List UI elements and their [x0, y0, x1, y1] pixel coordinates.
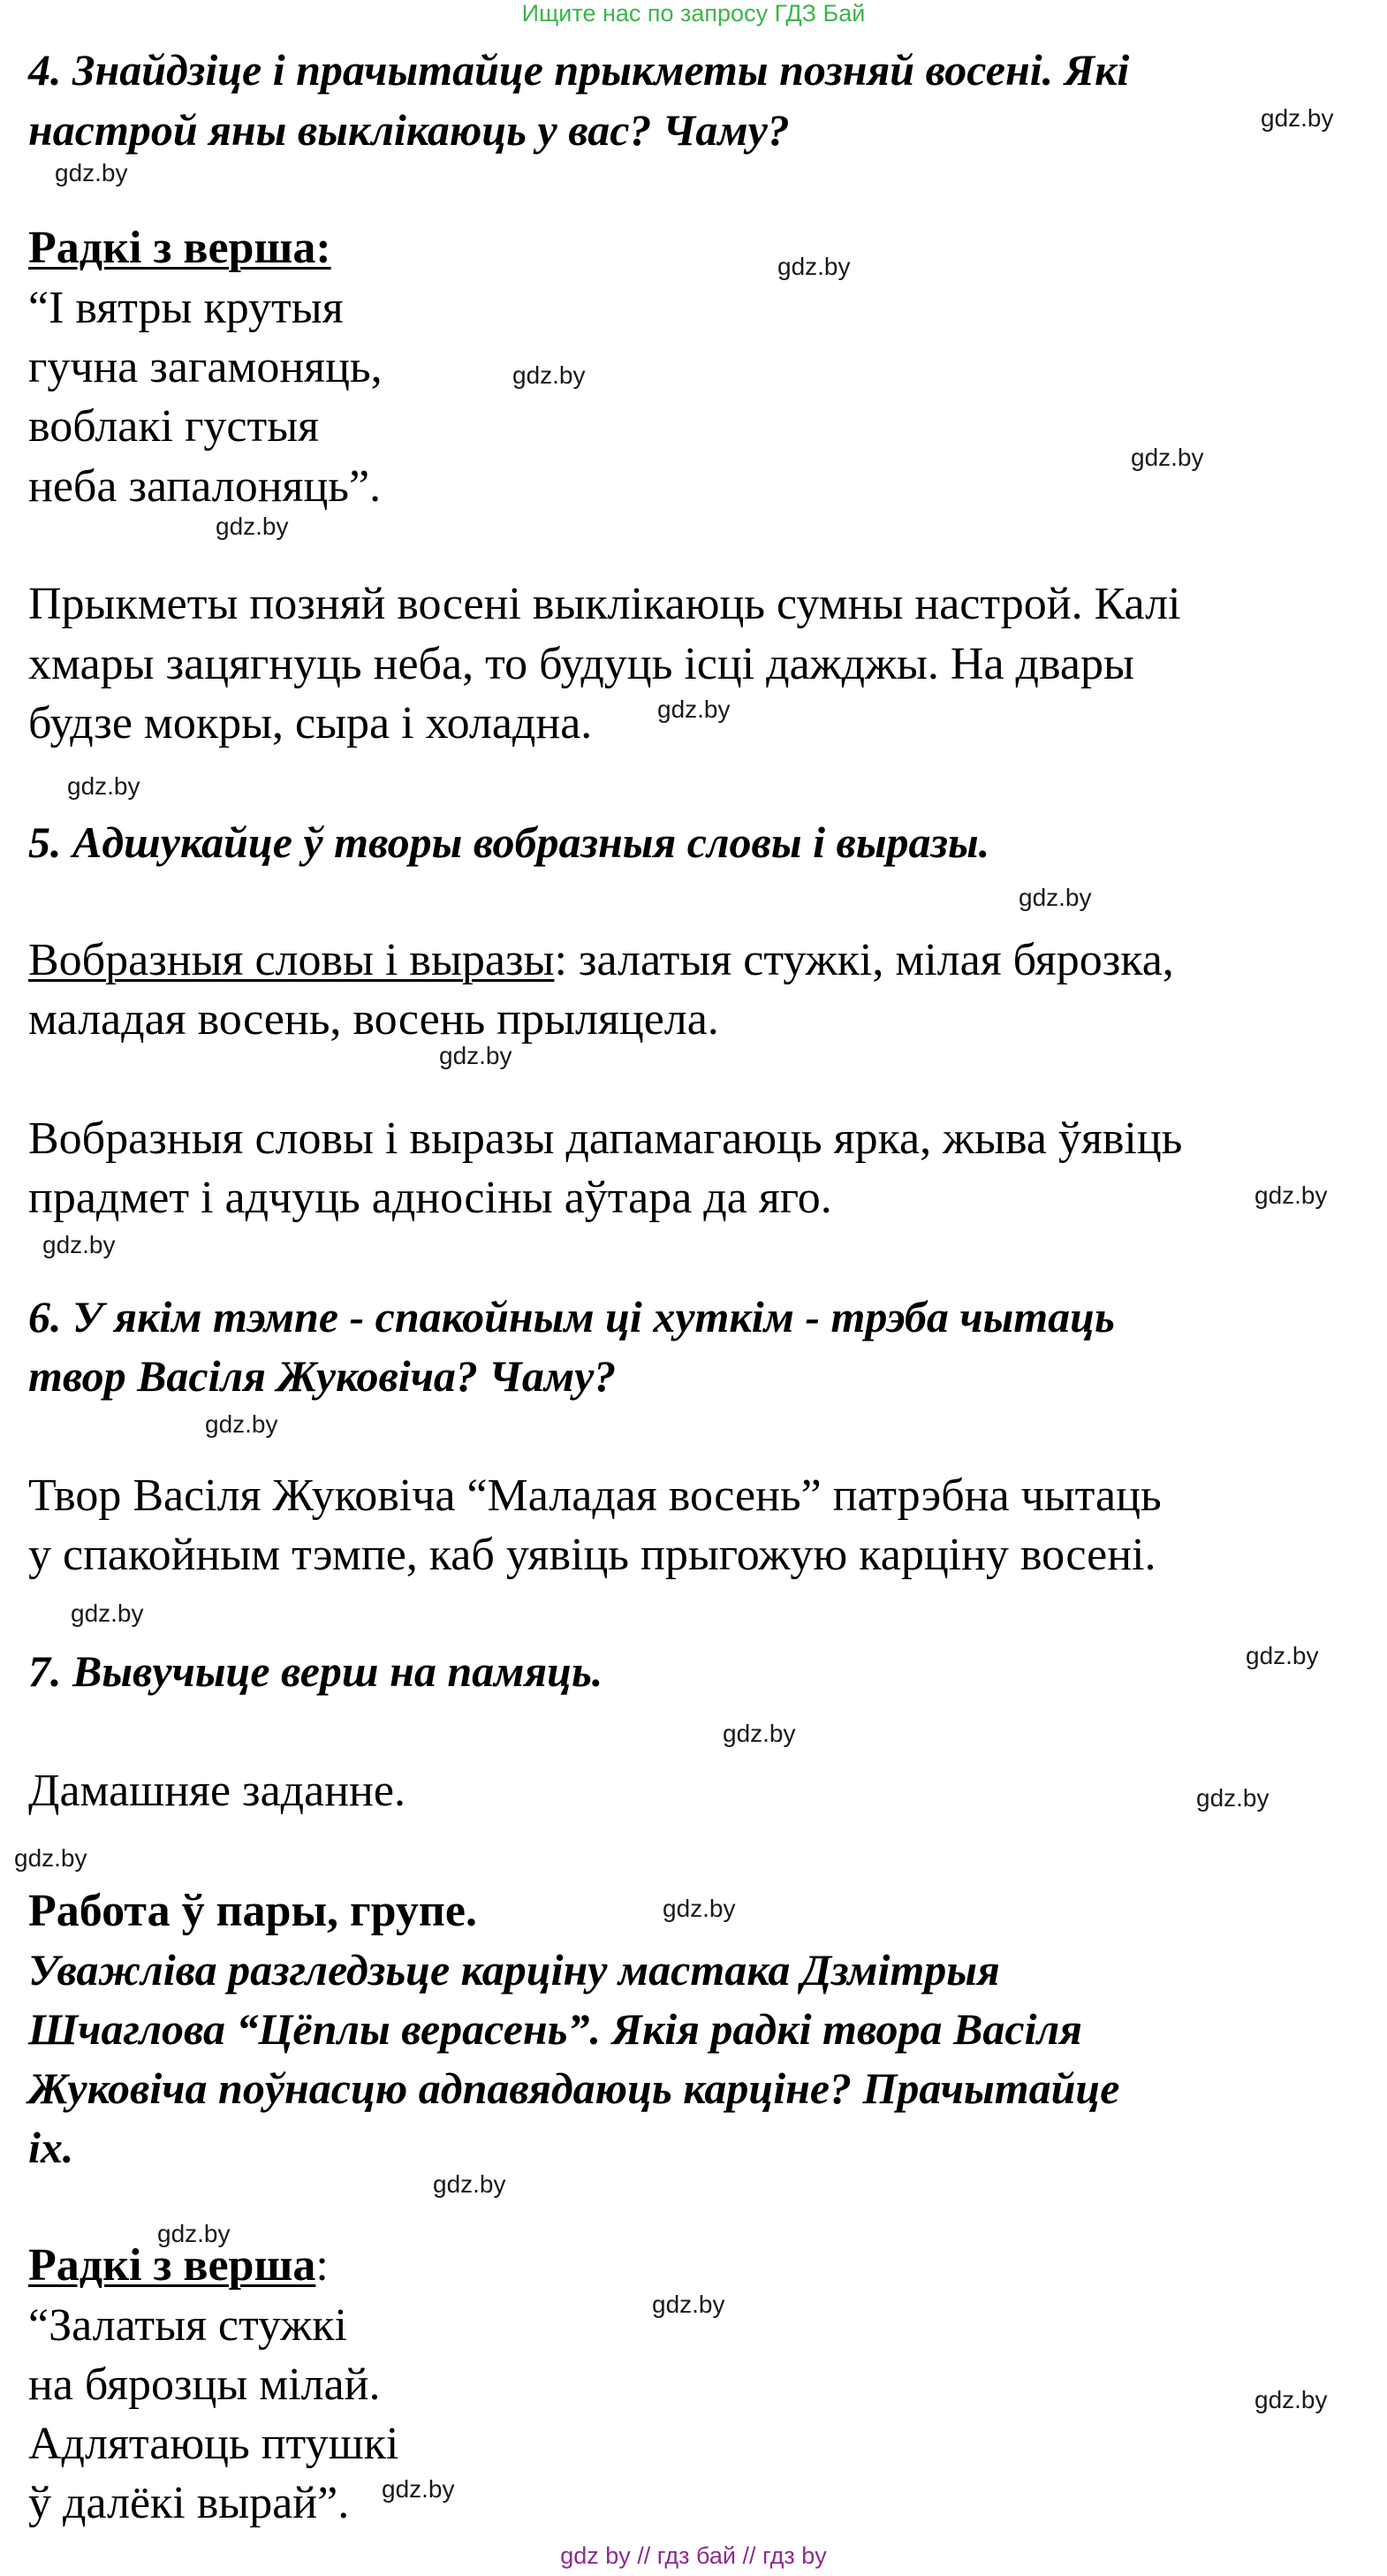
watermark: gdz.by — [1254, 2386, 1328, 2413]
pair-work-verse-line: Адлятаюць птушкі — [28, 2419, 399, 2469]
bottom-banner: gdz by // гдз бай // гдз by — [560, 2542, 827, 2569]
watermark: gdz.by — [657, 695, 731, 723]
watermark: gdz.by — [1019, 884, 1092, 911]
watermark: gdz.by — [723, 1720, 796, 1747]
pair-work-verse-line: ў далёкі вырай”. — [28, 2478, 350, 2528]
task5-explain-line: прадмет і адчуць адносіны аўтара да яго. — [28, 1173, 832, 1223]
task5-answer-line2: маладая восень, восень прыляцела. — [28, 994, 719, 1045]
task6-title-line2: твор Васіля Жуковіча? Чаму? — [28, 1351, 617, 1401]
pair-work-verse-heading: Радкі з верша — [28, 2240, 316, 2291]
task4-answer-line: хмары зацягнуць неба, то будуць ісці дажджы. На двары — [28, 639, 1134, 689]
watermark: gdz.by — [205, 1410, 278, 1438]
task4-verse-line: воблакі густыя — [28, 401, 320, 452]
task7-title: 7. Вывучыце верш на памяць. — [28, 1646, 603, 1696]
task6-answer-line: Твор Васіля Жуковіча “Маладая восень” патрэбна чытаць — [28, 1470, 1162, 1521]
task4-verse-line: неба запалоняць”. — [28, 461, 382, 512]
watermark: gdz.by — [14, 1844, 87, 1872]
watermark: gdz.by — [1261, 104, 1334, 132]
task6-title-line1: 6. У якім тэмпе - спакойным ці хуткім - трэба чытаць — [28, 1292, 1115, 1341]
pair-work-task-line: Шчаглова “Цёплы верасень”. Якія радкі твора Васіля — [28, 2004, 1082, 2054]
task4-answer-line: будзе мокры, сыра і холадна. — [28, 698, 593, 748]
watermark: gdz.by — [216, 513, 289, 540]
task4-title-line1: 4. Знайдзіце і прачытайце прыкметы позняй восені. Які — [28, 45, 1130, 95]
watermark: gdz.by — [71, 1600, 144, 1627]
task7-answer: Дамашняе заданне. — [28, 1766, 405, 1816]
task5-label: Вобразныя словы і выразы — [28, 935, 555, 985]
watermark: gdz.by — [55, 159, 128, 186]
pair-work-task-line: Уважліва разгледзьце карціну мастака Дзмітрыя — [28, 1945, 1000, 1995]
watermark: gdz.by — [433, 2170, 506, 2198]
task4-verse-line: гучна загамоняць, — [28, 342, 383, 392]
watermark: gdz.by — [663, 1895, 736, 1922]
watermark: gdz.by — [512, 361, 586, 389]
pair-work-verse-line: “Залатыя стужкі — [28, 2300, 348, 2351]
watermark: gdz.by — [777, 253, 851, 280]
watermark: gdz.by — [439, 1042, 512, 1069]
watermark: gdz.by — [157, 2220, 231, 2247]
watermark: gdz.by — [382, 2475, 455, 2503]
task5-answer-line1 — [28, 931, 1174, 990]
watermark: gdz.by — [652, 2291, 725, 2318]
watermark: gdz.by — [1131, 444, 1204, 471]
pair-work-task-line: Жуковіча поўнасцю адпавядаюць карціне? Прачытайце — [28, 2063, 1120, 2113]
task5-title: 5. Адшукайце ў творы вобразныя словы і выразы. — [28, 817, 990, 867]
task4-answer-line: Прыкметы позняй восені выклікаюць сумны настрой. Калі — [28, 579, 1181, 629]
task4-title-line2: настрой яны выклікаюць у вас? Чаму? — [28, 105, 790, 155]
watermark: gdz.by — [1196, 1784, 1270, 1812]
task4-verse-line: “І вятры крутыя — [28, 283, 344, 333]
pair-work-task-line: іх. — [28, 2123, 74, 2172]
watermark: gdz.by — [67, 772, 140, 800]
watermark: gdz.by — [1246, 1642, 1319, 1669]
pair-work-verse-line: на бярозцы мілай. — [28, 2359, 381, 2410]
pair-work-heading: Работа ў пары, групе. — [28, 1886, 477, 1936]
watermark: gdz.by — [1254, 1182, 1328, 1209]
top-banner: Ищите нас по запросу ГДЗ Бай — [521, 0, 866, 27]
task6-answer-line: у спакойным тэмпе, каб уявіць прыгожую карціну восені. — [28, 1530, 1156, 1580]
task5-line1-rest: : залатыя стужкі, мілая бярозка, — [554, 935, 1174, 985]
task5-explain-line: Вобразныя словы і выразы дапамагаюць ярка, жыва ўявіць — [28, 1113, 1183, 1164]
pair-work-verse-heading-colon: : — [315, 2240, 329, 2291]
watermark: gdz.by — [42, 1231, 116, 1258]
task4-verse-heading: Радкі з верша: — [28, 223, 331, 273]
